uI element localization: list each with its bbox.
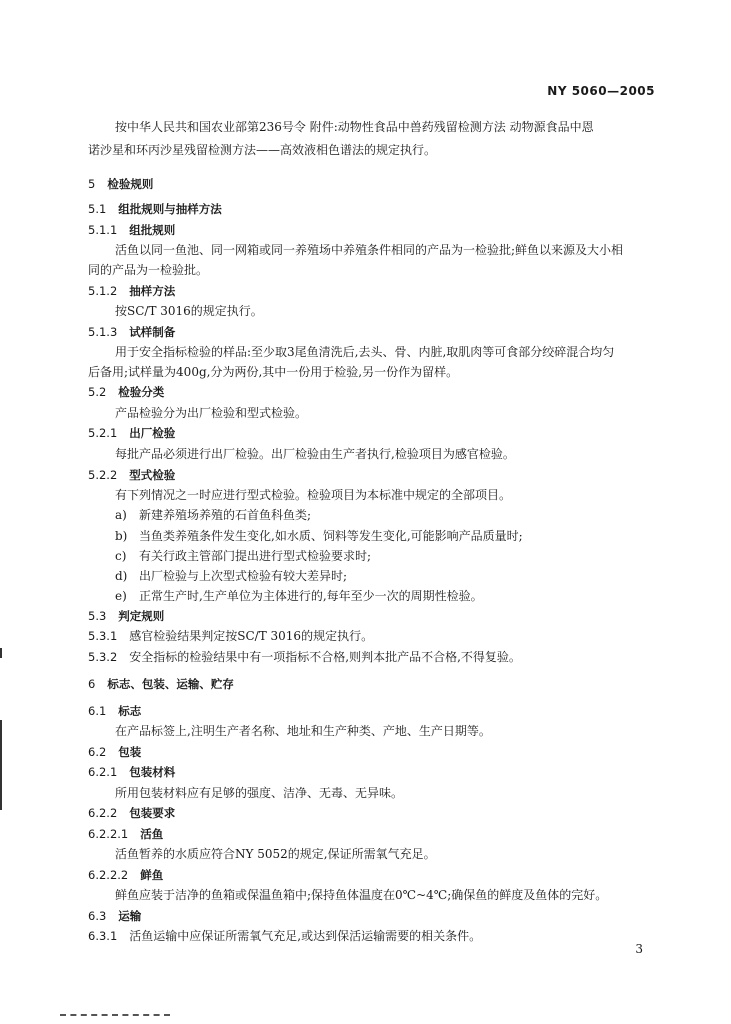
section-heading (88, 222, 175, 238)
page-number: 3 (635, 942, 643, 956)
section-number: 5.2 (88, 385, 107, 399)
section-number: 6.2 (88, 745, 107, 759)
body-text-line: 按中华人民共和国农业部第236号令 附件:动物性食品中兽药残留检测方法 动物源食品中恩 (115, 120, 594, 134)
section-title: 标志 (118, 704, 142, 718)
list-item-text: 当鱼类养殖条件发生变化,如水质、饲料等发生变化,可能影响产品质量时; (139, 529, 523, 543)
section-heading (88, 324, 175, 340)
section-title: 包装要求 (129, 806, 176, 820)
section-number: 6.1 (88, 704, 107, 718)
section-heading (88, 467, 175, 483)
section-heading (88, 826, 163, 842)
section-title: 包装材料 (129, 765, 176, 779)
section-number: 5.1.1 (88, 223, 118, 237)
section-title: 检验分类 (118, 385, 165, 399)
section-number: 5 (88, 177, 96, 191)
section-title: 运输 (118, 909, 142, 923)
section-heading (88, 676, 234, 692)
clause-text: 安全指标的检验结果中有一项指标不合格,则判本批产品不合格,不得复验。 (129, 650, 521, 664)
section-heading (88, 425, 175, 441)
section-title: 试样制备 (129, 325, 176, 339)
list-item-label: c) (115, 549, 127, 563)
numbered-clause (88, 928, 481, 944)
clause-text: 活鱼运输中应保证所需氧气充足,或达到保活运输需要的相关条件。 (129, 929, 482, 943)
section-heading (88, 608, 164, 624)
standard-number: NY 5060—2005 (547, 84, 655, 98)
section-heading (88, 201, 222, 217)
numbered-clause (88, 628, 373, 644)
section-title: 组批规则与抽样方法 (118, 202, 222, 216)
list-item-text: 出厂检验与上次型式检验有较大差异时; (139, 569, 348, 583)
section-number: 6.2.1 (88, 765, 118, 779)
section-heading (88, 805, 175, 821)
section-number: 6.2.2 (88, 806, 118, 820)
list-item-label: a) (115, 508, 127, 522)
section-heading (88, 908, 141, 924)
section-title: 出厂检验 (129, 426, 176, 440)
section-title: 标志、包装、运输、贮存 (107, 677, 234, 691)
section-title: 组批规则 (129, 223, 176, 237)
numbered-clause (88, 649, 521, 665)
section-title: 抽样方法 (129, 284, 176, 298)
body-text-line: 有下列情况之一时应进行型式检验。检验项目为本标准中规定的全部项目。 (115, 488, 512, 502)
section-title: 鲜鱼 (140, 868, 164, 882)
body-text-line: 产品检验分为出厂检验和型式检验。 (115, 406, 308, 420)
section-number: 5.2.2 (88, 468, 118, 482)
section-title: 判定规则 (118, 609, 165, 623)
section-number: 6.2.2.2 (88, 868, 129, 882)
body-text-line: 鲜鱼应装于洁净的鱼箱或保温鱼箱中;保持鱼体温度在0℃~4℃;确保鱼的鲜度及鱼体的完好。 (115, 888, 608, 902)
body-text-line: 活鱼暂养的水质应符合NY 5052的规定,保证所需氧气充足。 (115, 847, 436, 861)
body-text-line: 按SC/T 3016的规定执行。 (115, 304, 263, 318)
body-text-line: 同的产品为一检验批。 (88, 263, 209, 277)
clause-text: 感官检验结果判定按SC/T 3016的规定执行。 (129, 629, 374, 643)
section-heading (88, 176, 153, 192)
list-item (115, 548, 371, 564)
section-number: 6.3 (88, 909, 107, 923)
list-item (115, 588, 483, 604)
section-number: 5.3 (88, 609, 107, 623)
section-heading (88, 764, 175, 780)
section-title: 检验规则 (107, 177, 154, 191)
section-heading (88, 867, 163, 883)
body-text-line: 后备用;试样量为400g,分为两份,其中一份用于检验,另一份作为留样。 (88, 365, 459, 379)
section-number: 5.1 (88, 202, 107, 216)
list-item-text: 正常生产时,生产单位为主体进行的,每年至少一次的周期性检验。 (139, 589, 483, 603)
section-title: 型式检验 (129, 468, 176, 482)
section-number: 5.1.3 (88, 325, 118, 339)
section-number: 5.1.2 (88, 284, 118, 298)
list-item (115, 568, 347, 584)
list-item (115, 507, 311, 523)
section-heading (88, 703, 141, 719)
body-text-line: 所用包装材料应有足够的强度、洁净、无毒、无异味。 (115, 786, 404, 800)
section-heading (88, 744, 141, 760)
section-heading (88, 384, 164, 400)
section-title: 包装 (118, 745, 142, 759)
clause-number: 5.3.1 (88, 629, 118, 643)
section-number: 6 (88, 677, 96, 691)
scan-footer-mark (60, 1014, 170, 1018)
list-item-label: e) (115, 589, 127, 603)
clause-number: 5.3.2 (88, 650, 118, 664)
list-item-text: 新建养殖场养殖的石首鱼科鱼类; (139, 508, 312, 522)
body-text-line: 活鱼以同一鱼池、同一网箱或同一养殖场中养殖条件相同的产品为一检验批;鲜鱼以来源及大小相 (115, 243, 624, 257)
list-item (115, 528, 523, 544)
section-heading (88, 283, 175, 299)
scan-edge-mark (0, 648, 2, 658)
body-text-line: 每批产品必须进行出厂检验。出厂检验由生产者执行,检验项目为感官检验。 (115, 447, 515, 461)
body-text-line: 在产品标签上,注明生产者名称、地址和生产种类、产地、生产日期等。 (115, 724, 491, 738)
list-item-label: d) (115, 569, 128, 583)
section-number: 6.2.2.1 (88, 827, 129, 841)
body-text-line: 诺沙星和环丙沙星残留检测方法——高效液相色谱法的规定执行。 (88, 143, 437, 157)
section-number: 5.2.1 (88, 426, 118, 440)
scan-edge-mark (0, 720, 2, 810)
body-text-line: 用于安全指标检验的样品:至少取3尾鱼清洗后,去头、骨、内脏,取肌肉等可食部分绞碎混合均匀 (115, 345, 615, 359)
section-title: 活鱼 (140, 827, 164, 841)
list-item-label: b) (115, 529, 128, 543)
list-item-text: 有关行政主管部门提出进行型式检验要求时; (139, 549, 372, 563)
clause-number: 6.3.1 (88, 929, 118, 943)
